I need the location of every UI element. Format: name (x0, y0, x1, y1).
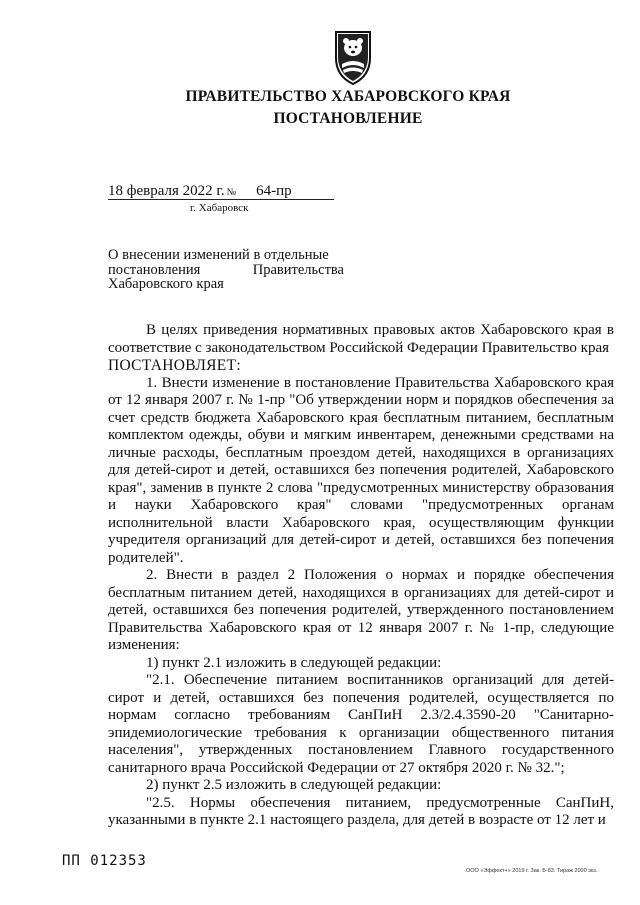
coat-of-arms-icon (328, 28, 378, 86)
serial-number: ПП 012353 (62, 853, 147, 869)
subject-line-2-a: постановления (108, 261, 201, 278)
decree-word: ПОСТАНОВЛЯЕТ: (108, 357, 241, 374)
date-underline (108, 199, 334, 200)
paragraph-2-1-text: "2.1. Обеспечение питанием воспитанников организаций для детей-сирот и детей, оставшихся без попечения родителей, осуществляется по нормам согласно требованиям СанПиН 2.3/2.4.3590-20 "Санитарно-эпидемиологические требования к организации общественного питания населения", утвержденных постановлением Главного государственного санитарного врача Российской Федерации от 27 октября 2020 г. № 32."; (108, 672, 614, 776)
paragraph-2-2: 2) пункт 2.5 изложить в следующей редакции: (146, 777, 442, 793)
document-body (108, 322, 614, 830)
document-type: ПОСТАНОВЛЕНИЕ (273, 110, 423, 127)
printer-imprint: ООО «Эффект+» 2019 г. Зак. Б-83. Тираж 2000 экз. (466, 868, 598, 874)
paragraph-2: 2. Внести в раздел 2 Положения о нормах и порядке обеспечения бесплатным питанием детей, находящихся в организациях для детей-сирот и детей, оставшихся без попечения родителей, утвержденного постановлением Правительства Хабаровского края от 12 января 2007 г. № 1-пр, следующие изменения: (108, 567, 614, 653)
subject-line-1: О внесении изменений в отдельные (108, 247, 329, 263)
paragraph-1: 1. Внести изменение в постановление Правительства Хабаровского края от 12 января 2007 г. № 1-пр "Об утверждении норм и порядков обеспечения за счет средств бюджета Хабаровского края бесплатным питанием, бесплатным комплектом одежды, обуви и мягким инвентарем, денежными средствами на личные расходы, бесплатным проездом детей, находящихся в организациях для детей-сирот и детей, оставшихся без попечения родителей, Хабаровского края", заменив в пункте 2 слова "предусмотренных министерству образования и науки Хабаровского края" словами "предусмотренных органам исполнительной власти Хабаровского края, осуществляющим функции учредителя организаций для детей-сирот и детей, оставшихся без попечения родителей". (108, 374, 614, 566)
intro-paragraph: В целях приведения нормативных правовых актов Хабаровского края в соответствие с законодательством Российской Федерации Правительство края (108, 322, 614, 356)
document-date: 18 февраля 2022 г. (108, 183, 225, 199)
government-name: ПРАВИТЕЛЬСТВО ХАБАРОВСКОГО КРАЯ (185, 88, 511, 105)
subject-line-2 (108, 263, 344, 278)
subject-line-3: Хабаровского края (108, 276, 224, 292)
paragraph-2-5-text: "2.5. Нормы обеспечения питанием, предусмотренные СанПиН, указанными в пункте 2.1 настоящего раздела, для детей в возрасте от 12 лет и (108, 794, 614, 828)
document-number: 64-пр (256, 183, 292, 199)
document-date-line (108, 183, 292, 200)
paragraph-2-1: 1) пункт 2.1 изложить в следующей редакции: (146, 654, 442, 671)
number-label: № (226, 187, 237, 198)
document-subject (108, 248, 344, 292)
document-city: г. Хабаровск (190, 202, 249, 214)
subject-line-2-b: Правительства (252, 261, 344, 278)
